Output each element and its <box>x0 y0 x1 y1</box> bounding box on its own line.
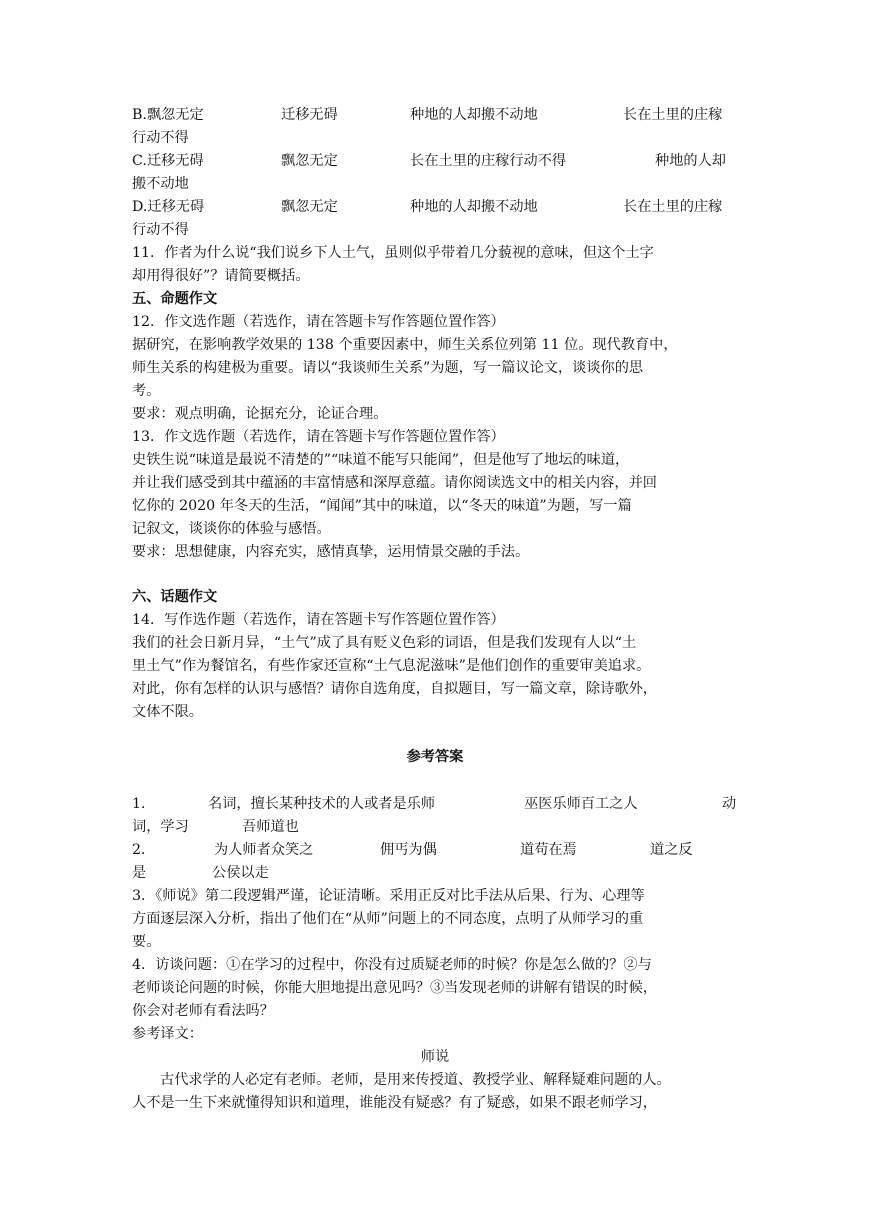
answer-1-part4: 词，学习 <box>132 819 189 835</box>
question-13-line5: 记叙文，谈谈你的体验与感悟。 <box>132 521 331 537</box>
answer-2-part3: 道苟在焉 <box>520 842 577 858</box>
answer-2-part5: 是 <box>132 865 147 881</box>
question-14-line1: 14．写作选作题（若选作，请在答题卡写作答题位置作答） <box>132 612 505 628</box>
question-14-line5: 文体不限。 <box>132 704 203 720</box>
answer-3-line3: 要。 <box>132 934 161 950</box>
question-14-line4: 对此，你有怎样的认识与感悟？请你自选角度，自拟题目，写一篇文章，除诗歌外， <box>132 681 657 697</box>
option-c-col2: 飘忽无定 <box>281 153 338 169</box>
answer-2-part6: 公侯以走 <box>212 865 269 881</box>
option-d <box>132 196 738 219</box>
question-12-line3: 师生关系的构建极为重要。请以“我谈师生关系”为题，写一篇议论文，谈谈你的思 <box>132 360 644 376</box>
option-c-col4: 种地的人却 <box>655 153 726 169</box>
option-c-col1: C.迁移无碍 <box>132 153 204 169</box>
option-b-col4: 长在土里的庄稼 <box>623 107 723 123</box>
answer-2-part4: 道之反 <box>650 842 693 858</box>
question-13-line4: 忆你的 2020 年冬天的生活，“闻闻”其中的味道，以“冬天的味道”为题，写一篇 <box>132 498 632 514</box>
answer-2-line2 <box>132 862 738 885</box>
question-13-requirement: 要求：思想健康，内容充实，感情真挚，运用情景交融的手法。 <box>132 544 530 560</box>
question-12-requirement: 要求：观点明确，论据充分，论证合理。 <box>132 406 388 422</box>
option-c-wrap: 搬不动地 <box>132 176 189 192</box>
option-d-col2: 飘忽无定 <box>281 199 338 215</box>
answer-4-line2: 老师谈论问题的时候，你能大胆地提出意见吗？③当发现老师的讲解有错误的时候， <box>132 980 657 996</box>
translation-line2: 人不是一生下来就懂得知识和道理，谁能没有疑惑？有了疑惑，如果不跟老师学习， <box>132 1095 657 1111</box>
question-13-line3: 并让我们感受到其中蕴涵的丰富情感和深厚意蕴。请你阅读选文中的相关内容，并回 <box>132 475 657 491</box>
question-13-line2: 史铁生说“味道是最说不清楚的”“味道不能写只能闻”，但是他写了地坛的味道， <box>132 452 630 468</box>
option-c-col3: 长在土里的庄稼行动不得 <box>410 153 567 169</box>
translation-label: 参考译文： <box>132 1026 203 1042</box>
translation-line1: 古代求学的人必定有老师。老师，是用来传授道、教授学业、解释疑难问题的人。 <box>160 1072 671 1088</box>
question-11-line2: 却用得很好”？请简要概括。 <box>132 268 310 284</box>
answer-4-line1: 4．访谈问题：①在学习的过程中，你没有过质疑老师的时候？你是怎么做的？②与 <box>132 957 652 973</box>
answer-3-line2: 方面逐层深入分析，指出了他们在“从师”问题上的不同态度，点明了从师学习的重 <box>132 911 644 927</box>
answer-2-number: 2． <box>132 842 156 858</box>
answer-2-part1: 为人师者众笑之 <box>214 842 314 858</box>
option-b-col3: 种地的人却搬不动地 <box>410 107 538 123</box>
question-12-line2: 据研究，在影响教学效果的 138 个重要因素中，师生关系位列第 11 位。现代教育中， <box>132 337 678 353</box>
option-d-col1: D.迁移无碍 <box>132 199 205 215</box>
answer-1-line1 <box>132 793 738 816</box>
answer-1-part5: 吾师道也 <box>242 819 299 835</box>
option-b <box>132 104 738 127</box>
answer-1-line2 <box>132 816 738 839</box>
translation-title: 师说 <box>420 1049 450 1065</box>
option-b-col2: 迁移无碍 <box>281 107 338 123</box>
answer-3-line1: 3．《师说》第二段逻辑严谨，论证清晰。采用正反对比手法从后果、行为、心理等 <box>132 888 645 904</box>
question-11-line1: 11．作者为什么说“我们说乡下人土气，虽则似乎带着几分藐视的意味，但这个土字 <box>132 245 654 261</box>
option-d-wrap: 行动不得 <box>132 222 189 238</box>
question-13-line1: 13．作文选作题（若选作，请在答题卡写作答题位置作答） <box>132 429 505 445</box>
option-d-col3: 种地的人却搬不动地 <box>410 199 538 215</box>
answer-4-line3: 你会对老师有看法吗？ <box>132 1003 274 1019</box>
answers-title: 参考答案 <box>406 749 464 765</box>
option-c <box>132 150 738 173</box>
document-page <box>132 104 738 1115</box>
option-b-col1: B.飘忽无定 <box>132 107 204 123</box>
section-5-title: 五、命题作文 <box>132 291 218 307</box>
option-b-wrap: 行动不得 <box>132 130 189 146</box>
answer-1-part2: 巫医乐师百工之人 <box>524 796 638 812</box>
question-12-line4: 考。 <box>132 383 161 399</box>
answer-1-part1: 名词，擅长某种技术的人或者是乐师 <box>208 796 436 812</box>
question-14-line2: 我们的社会日新月异，“土气”成了具有贬义色彩的词语，但是我们发现有人以“土 <box>132 635 637 651</box>
section-6-title: 六、话题作文 <box>132 589 218 605</box>
question-12-line1: 12．作文选作题（若选作，请在答题卡写作答题位置作答） <box>132 314 505 330</box>
answer-1-part3: 动 <box>722 796 737 812</box>
answer-1-number: 1． <box>132 796 156 812</box>
answer-2-line1 <box>132 839 738 862</box>
question-14-line3: 里土气”作为餐馆名，有些作家还宣称“土气息泥滋味”是他们创作的重要审美追求。 <box>132 658 651 674</box>
option-d-col4: 长在土里的庄稼 <box>623 199 723 215</box>
answer-2-part2: 佣丐为偶 <box>380 842 437 858</box>
